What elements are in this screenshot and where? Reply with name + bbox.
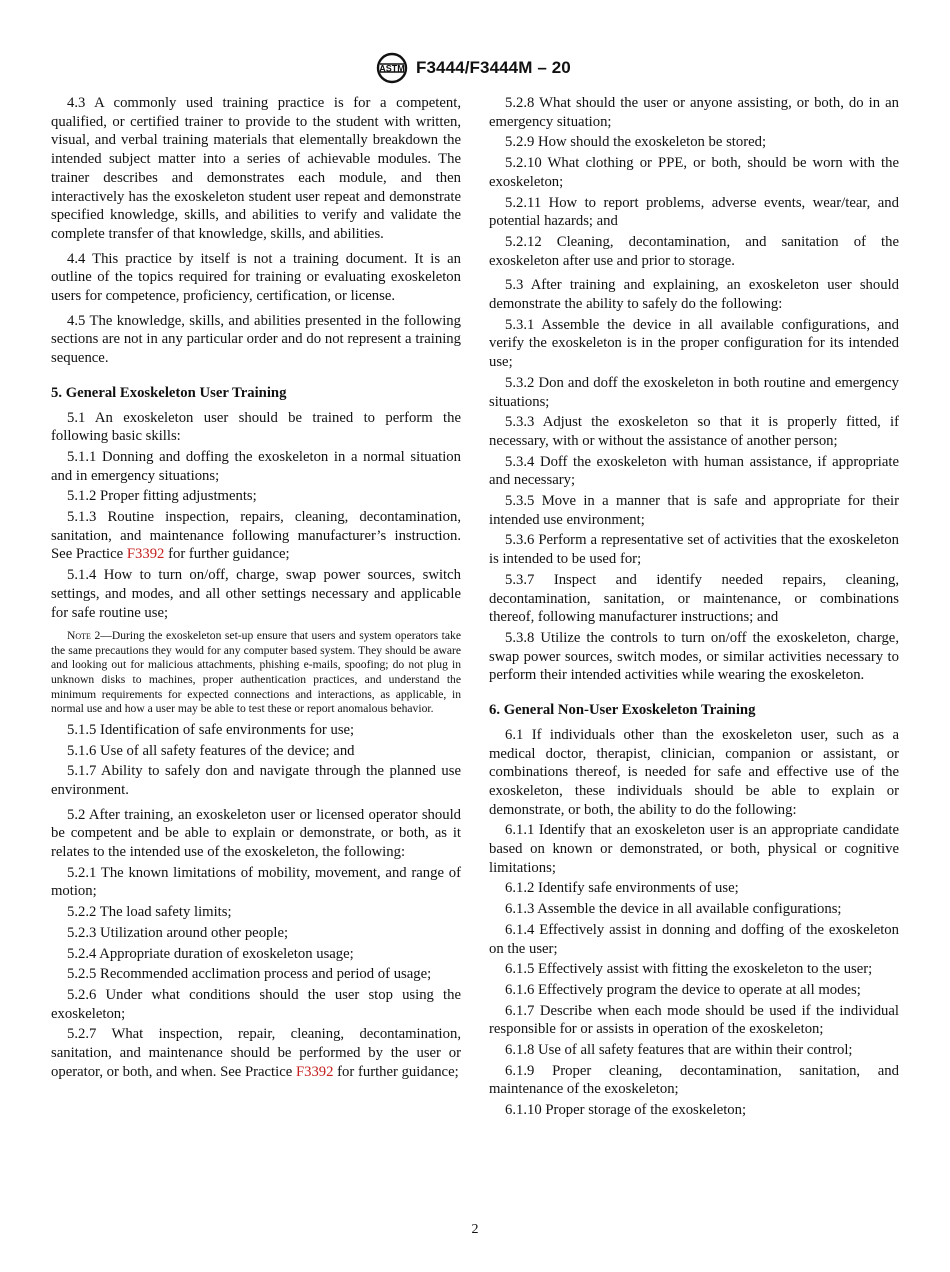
paragraph-5-1-7: 5.1.7 Ability to safely don and navigate through the planned use environment. [51, 763, 461, 798]
paragraph-5-1-6: 5.1.6 Use of all safety features of the device; and [67, 742, 355, 759]
note-2 [51, 629, 461, 717]
paragraph-5-1-3-text: 5.1.3 Routine inspection, repairs, cleaning, decontamination, sanitation, and maintenance following manufacturer’s instruction. See Practice [51, 509, 461, 563]
astm-logo-icon [373, 52, 411, 84]
paragraph-5-2-1: 5.2.1 The known limitations of mobility, movement, and range of motion; [51, 864, 461, 900]
note-label: Note 2 [67, 629, 101, 643]
paragraph-5-3-8: 5.3.8 Utilize the controls to turn on/off the exoskeleton, charge, swap power sources, switch modes, or similar activities necessary to perform their intended activities while wearing the exoskeleton. [489, 629, 899, 684]
paragraph-6-1-2: 6.1.2 Identify safe environments of use; [505, 880, 739, 897]
svg-text:ASTM: ASTM [379, 63, 405, 74]
paragraph-5-3-1: 5.3.1 Assemble the device in all available configurations, and verify the exoskeleton is in the proper configuration for its intended use; [489, 316, 899, 371]
paragraph-5-1: 5.1 An exoskeleton user should be trained to perform the following basic skills: [51, 409, 461, 445]
standard-designation: F3444/F3444M – 20 [416, 58, 571, 77]
paragraph-5-3-4: 5.3.4 Doff the exoskeleton with human assistance, if appropriate and necessary; [489, 453, 899, 489]
f3392-link[interactable]: F3392 [295, 1063, 334, 1080]
paragraph-5-3: 5.3 After training and explaining, an exoskeleton user should demonstrate the ability to safely do the following: [489, 277, 899, 313]
paragraph-5-2-7-tail: for further guidance; [333, 1063, 459, 1080]
paragraph-5-3-3: 5.3.3 Adjust the exoskeleton so that it is properly fitted, if necessary, with or without the assistance of another person; [489, 414, 899, 449]
section-6-heading: 6. General Non-User Exoskeleton Training [489, 702, 756, 719]
paragraph-5-2-10: 5.2.10 What clothing or PPE, or both, should be worn with the exoskeleton; [489, 155, 899, 190]
paragraph-5-2-4: 5.2.4 Appropriate duration of exoskeleton usage; [67, 945, 354, 962]
paragraph-5-1-2: 5.1.2 Proper fitting adjustments; [67, 488, 257, 505]
paragraph-5-2: 5.2 After training, an exoskeleton user or licensed operator should be competent and be able to explain or demonstrate, or both, as it relates to the intended use of the exoskeleton, the following: [51, 806, 461, 861]
paragraph-5-3-5: 5.3.5 Move in a manner that is safe and appropriate for their intended use environment; [489, 493, 899, 528]
paragraph-6-1-9: 6.1.9 Proper cleaning, decontamination, sanitation, and maintenance of the exoskeleton; [489, 1062, 899, 1098]
paragraph-5-2-11: 5.2.11 How to report problems, adverse events, wear/tear, and potential hazards; and [489, 194, 899, 230]
paragraph-5-2-7-text: 5.2.7 What inspection, repair, cleaning, decontamination, sanitation, and maintenance should be performed by the user or operator, or both, and when. See Practice [51, 1026, 461, 1080]
paragraph-5-1-3-tail: for further guidance; [164, 546, 290, 563]
page-number: 2 [471, 1222, 479, 1237]
paragraph-5-2-8: 5.2.8 What should the user or anyone assisting, or both, do in an emergency situation; [489, 95, 899, 130]
left-column [51, 94, 461, 1084]
paragraph-6-1-8: 6.1.8 Use of all safety features that are within their control; [505, 1042, 853, 1059]
paragraph-5-1-1: 5.1.1 Donning and doffing the exoskeleton in a normal situation and in emergency situations; [51, 448, 461, 484]
paragraph-6-1-1: 6.1.1 Identify that an exoskeleton user is an appropriate candidate based on known or demonstrated, or both, physical or cognitive limitations; [489, 822, 899, 876]
paragraph-5-2-5: 5.2.5 Recommended acclimation process and period of usage; [67, 966, 432, 983]
paragraph-5-2-3: 5.2.3 Utilization around other people; [67, 924, 289, 941]
paragraph-5-2-2: 5.2.2 The load safety limits; [67, 904, 232, 921]
paragraph-6-1-10: 6.1.10 Proper storage of the exoskeleton; [505, 1102, 747, 1119]
note-text: —During the exoskeleton set-up ensure that users and system operators take the same precautions they would for any computer based system. They should be aware and looking out for malicious attachments, phishing e-mails, spoofing; do not plug in unknown disks to machines, proper authentication practices, and understand the minimum requirements for expected connections and interactions, as applicable, in normal use and how a user may be able to test these or report anomalous behavior. [51, 629, 461, 716]
paragraph-6-1-6: 6.1.6 Effectively program the device to operate at all modes; [505, 981, 861, 998]
paragraph-6-1: 6.1 If individuals other than the exoskeleton user, such as a medical doctor, therapist, clinician, companion or assistant, or combinations thereof, is needed for safe and effective use of the exoskeleton, these individuals should be able to explain or demonstrate, or both, the ability to do the following: [489, 726, 899, 818]
f3392-link[interactable]: F3392 [126, 546, 165, 563]
paragraph-5-2-9: 5.2.9 How should the exoskeleton be stored; [505, 134, 767, 151]
paragraph-6-1-5: 6.1.5 Effectively assist with fitting the exoskeleton to the user; [505, 961, 873, 978]
paragraph-4-3: 4.3 A commonly used training practice is for a competent, qualified, or certified trainer to provide to the student with written, visual, and verbal training materials that elementally breakdown the intended subject matter into a series of achievable modules. The trainer describes and demonstrates each module, and then interactively has the exoskeleton student user repeat and demonstrate specified knowledge, skills, and abilities to verify and validate the complete transfer of that knowledge, skills, and abilities. [51, 95, 461, 242]
paragraph-4-4: 4.4 This practice by itself is not a training document. It is an outline of the topics required for training or evaluating exoskeleton users for competence, proficiency, certification, or license. [51, 250, 461, 305]
paragraph-5-1-3 [51, 508, 461, 564]
paragraph-5-2-7 [51, 1025, 461, 1081]
paragraph-5-1-4: 5.1.4 How to turn on/off, charge, swap power sources, switch settings, and modes, and all other settings necessary and applicable for safe routine use; [51, 567, 461, 621]
paragraph-5-3-7: 5.3.7 Inspect and identify needed repairs, cleaning, decontamination, sanitation, or maintenance, or combinations thereof, following manufacturer instructions; and [489, 571, 899, 626]
paragraph-5-1-5: 5.1.5 Identification of safe environments for use; [67, 721, 355, 738]
paragraph-6-1-7: 6.1.7 Describe when each mode should be used if the individual responsible for or assists in operation of the exoskeleton; [489, 1002, 899, 1038]
paragraph-5-3-2: 5.3.2 Don and doff the exoskeleton in both routine and emergency situations; [489, 374, 899, 410]
paragraph-6-1-4: 6.1.4 Effectively assist in donning and doffing of the exoskeleton on the user; [489, 921, 899, 957]
paragraph-6-1-3: 6.1.3 Assemble the device in all available configurations; [505, 901, 842, 918]
page-header [0, 52, 950, 86]
paragraph-5-2-12: 5.2.12 Cleaning, decontamination, and sanitation of the exoskeleton after use and prior to storage. [489, 233, 899, 269]
paragraph-5-2-6: 5.2.6 Under what conditions should the user stop using the exoskeleton; [51, 986, 461, 1022]
section-5-heading: 5. General Exoskeleton User Training [51, 384, 287, 401]
paragraph-4-5: 4.5 The knowledge, skills, and abilities presented in the following sections are not in any particular order and do not represent a training sequence. [51, 312, 461, 367]
paragraph-5-3-6: 5.3.6 Perform a representative set of activities that the exoskeleton is intended to be used for; [489, 532, 899, 568]
right-column [489, 94, 899, 1122]
